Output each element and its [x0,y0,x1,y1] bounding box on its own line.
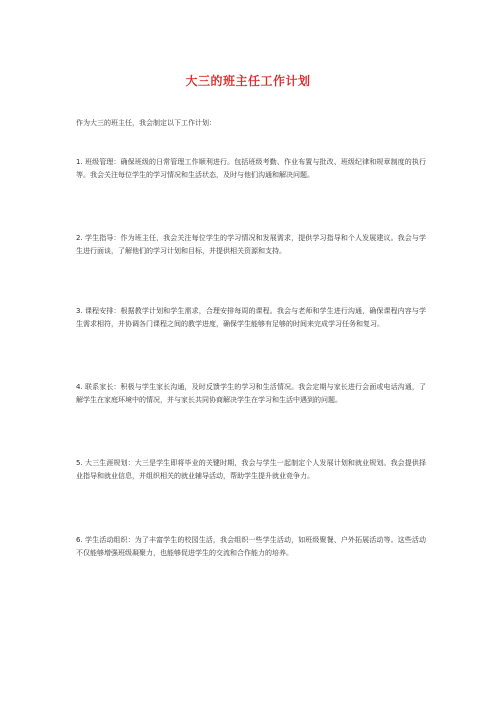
section-parent-contact: 4. 联系家长：积极与学生家长沟通，及时反馈学生的学习和生活情况。我会定期与家长进行会面或电话沟通，了解学生在家庭环境中的情况，并与家长共同协商解决学生在学习和生活中遇到的问题。 [76,383,426,404]
intro-paragraph: 作为大三的班主任，我会制定以下工作计划： [76,119,216,127]
section-class-management: 1. 班级管理：确保班级的日常管理工作顺利进行。包括班级考勤、作业布置与批改、班级纪律和规章制度的执行等。我会关注每位学生的学习情况和生活状态，及时与他们沟通和解决问题。 [76,158,426,179]
document-title: 大三的班主任工作计划 [185,74,311,88]
section-student-activities: 6. 学生活动组织：为了丰富学生的校园生活，我会组织一些学生活动，如班级聚餐、户外拓展活动等。这些活动不仅能够增强班级凝聚力，也能够促进学生的交流和合作能力的培养。 [76,536,426,557]
section-career-planning: 5. 大三生涯规划：大三是学生即将毕业的关键时期，我会与学生一起制定个人发展计划和就业规划。我会提供择业指导和就业信息，并组织相关的就业辅导活动，帮助学生提升就业竞争力。 [76,459,426,480]
section-course-arrangement: 3. 课程安排：根据教学计划和学生需求，合理安排每周的课程。我会与老师和学生进行沟通，确保课程内容与学生需求相符，并协调各门课程之间的教学进度，确保学生能够有足够的时间来完成学习任务和复习。 [76,307,426,328]
section-student-guidance: 2. 学生指导：作为班主任，我会关注每位学生的学习情况和发展需求，提供学习指导和个人发展建议。我会与学生进行面谈，了解他们的学习计划和目标，并提供相关资源和支持。 [76,234,426,255]
